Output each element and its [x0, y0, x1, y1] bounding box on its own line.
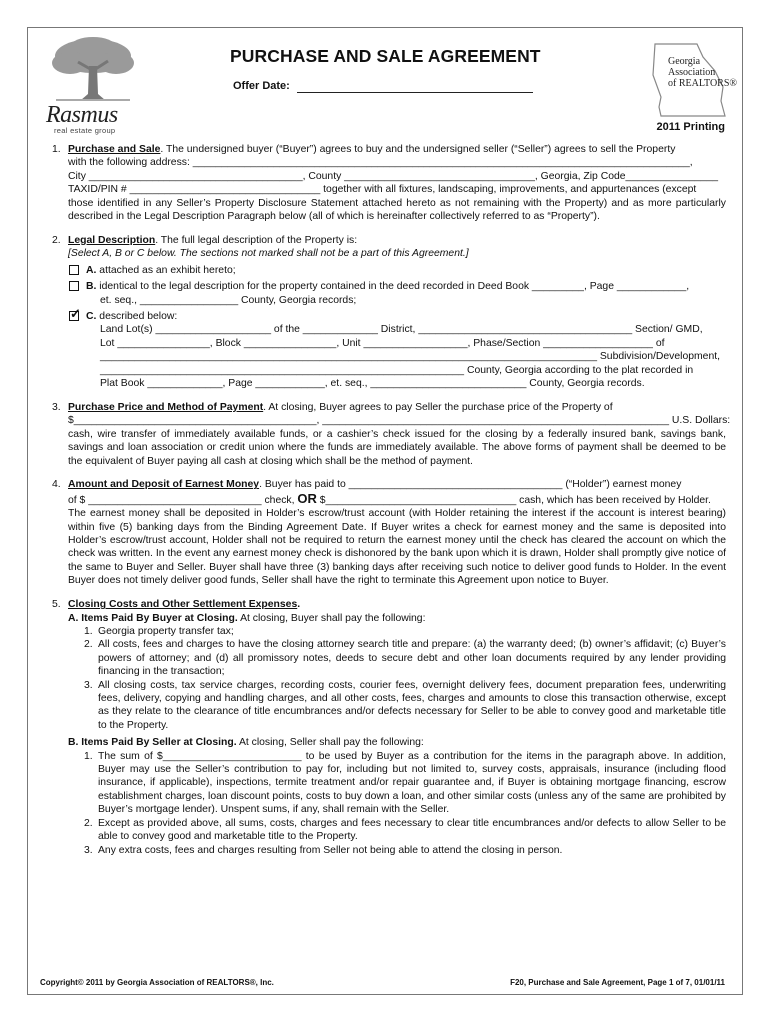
list-item [84, 625, 726, 638]
section-heading: Amount and Deposit of Earnest Money [68, 479, 260, 491]
oak-tree-icon [48, 36, 138, 104]
section-text: cash, wire transfer of immediately available funds, or a cashier’s check issued for the closing by a federally insured bank, savings bank, savings and loan association or credit union where the funds are immediately available. The above forms of payment shall be deemed to be the equivalent of Buyer paying all cash at closing which shall be the method of payment. [68, 428, 726, 467]
section-text: . The undersigned buyer (“Buyer”) agrees to buy and the undersigned seller (“Seller”) agrees to sell the Property [160, 144, 676, 155]
section-legal-description [52, 234, 726, 390]
section-number: 5. [52, 599, 61, 611]
option-c [68, 310, 726, 390]
list-item[interactable] [84, 750, 726, 817]
option-b-checkbox[interactable] [69, 281, 79, 291]
section-heading-end: . [297, 599, 301, 611]
option-text: described below: [96, 310, 178, 322]
list-item [84, 679, 726, 733]
option-label: B. [86, 281, 97, 293]
seller-contribution-field[interactable]: The sum of $________________________ to be used by Buyer as a contribution for the items in the paragraph above. In addition, Buyer may use the Seller’s contribution to pay for, including but not limited to, survey costs, appraisals, insurance (including flood insurance, if applicable), inspections, termite treatment and/or repair guarantee and, if Buyer is obtaining mortgage financing, escrow establishment charges, loan discount points, costs to buy down a loan, and other similar costs (unless any of the same are prohibited by Buyer’s mortgage lender). Unspent sums, if any, shall remain with the Seller. [98, 750, 726, 816]
page-title: PURCHASE AND SALE AGREEMENT [230, 46, 541, 66]
gar-logo-line: of REALTORS® [668, 78, 737, 89]
deed-book-field[interactable]: identical to the legal description for the property contained in the deed recorded in Deed Book _________, Page ____________, [96, 281, 690, 293]
option-text: attached as an exhibit hereto; [96, 264, 236, 276]
agreement-body [52, 143, 731, 867]
option-b [68, 280, 726, 307]
section-number: 3. [52, 401, 61, 413]
section-heading: Purchase Price and Method of Payment [68, 401, 264, 413]
offer-date-label: Offer Date: [233, 80, 290, 92]
section-text: The earnest money shall be deposited in Holder’s escrow/trust account (with Holder retaining the interest if the account is interest bearing) within five (5) banking days from the Binding Agreement Date. If Buyer writes a check for earnest money and the same is deposited into Holder’s escrow/trust account, Holder shall not be required to return the earnest money until the check has cleared the account on which the check was written. In the event any earnest money check is dishonored by the bank upon which it is drawn, Holder shall promptly give notice of the same to Buyer and Seller. Buyer shall have three (3) banking days after receiving such notice to deliver good funds to Holder. In the event Buyer does not timely deliver good funds, Seller shall have the right to terminate this Agreement upon notice to Buyer. [68, 508, 726, 587]
holder-field[interactable]: . Buyer has paid to _____________________________________ (“Holder”) earnest money [259, 479, 682, 491]
section-purchase-price [52, 401, 731, 468]
option-a [68, 264, 726, 277]
gar-logo-line: Association [668, 67, 716, 78]
seller-items-heading [68, 736, 726, 749]
list-number: 2. [84, 639, 93, 651]
list-text: Any extra costs, fees and charges resulting from Seller not being able to attend the closing in person. [98, 844, 563, 856]
list-number: 3. [84, 844, 93, 856]
logo-tagline: real estate group [54, 126, 116, 135]
gar-logo-text [668, 56, 737, 89]
list-text: All costs, fees and charges to have the closing attorney search title and prepare: (a) the warranty deed; (b) owner’s affidavit; (c) Buyer’s powers of attorney; and (d) all promissory notes, deeds to secure debt and other loan documents required by any lender providing financing in the transaction; [98, 639, 726, 678]
list-number: 1. [84, 750, 93, 762]
section-heading: Legal Description [68, 234, 156, 246]
section-purchase-and-sale [52, 143, 726, 223]
list-text: All closing costs, tax service charges, recording costs, courier fees, overnight delivery fees, document preparation fees, underwriting fees, delivery, copying and handling charges, and all other costs, fees, charges and amounts to close this transaction otherwise, except as they relate to the clearance of title encumbrances and/or defects necessary for Seller to be able to convey good and marketable title to the Property. [98, 679, 726, 731]
section-number: 1. [52, 144, 61, 155]
county-records-field[interactable]: et. seq., _________________ County, Georgia records; [100, 294, 357, 306]
plat-county-field[interactable]: _______________________________________________________________ County, Georgia according to the plat recorded in [100, 364, 694, 376]
purchase-price-field[interactable]: $__________________________________________, ____________________________________________________________ U.S. Dollars: [68, 415, 731, 427]
lot-block-unit-field[interactable]: Lot ________________, Block ________________, Unit __________________, Phase/Section ___________________ of [100, 337, 665, 349]
page-reference: F20, Purchase and Sale Agreement, Page 1 of 7, 01/01/11 [510, 978, 725, 987]
option-a-checkbox[interactable] [69, 265, 79, 275]
list-item [84, 844, 726, 857]
option-c-checkbox[interactable] [69, 311, 79, 321]
list-item [84, 817, 726, 844]
section-closing-costs [52, 598, 726, 857]
subsection-text: At closing, Buyer shall pay the following: [237, 612, 426, 624]
section-earnest-money [52, 478, 726, 587]
plat-book-field[interactable]: Plat Book _____________, Page ____________, et. seq., ___________________________ County, Georgia records. [100, 378, 645, 389]
section-number: 2. [52, 234, 61, 246]
earnest-check-field[interactable]: of $ ______________________________ check, [68, 494, 298, 506]
list-text: Georgia property transfer tax; [98, 626, 234, 637]
list-number: 1. [84, 626, 93, 637]
logo-brand-text: Rasmus [46, 102, 118, 128]
subsection-heading: B. Items Paid By Seller at Closing. [68, 737, 237, 749]
offer-date-field[interactable] [297, 92, 533, 93]
printing-year: 2011 Printing [656, 121, 725, 133]
buyer-items-heading [68, 612, 726, 625]
copyright-notice: Copyright© 2011 by Georgia Association of REALTORS®, Inc. [40, 978, 274, 987]
earnest-cash-field[interactable]: $_________________________________ cash, which has been received by Holder. [316, 494, 711, 506]
or-label: OR [297, 490, 317, 506]
buyer-items-list [68, 625, 726, 732]
section-number: 4. [52, 479, 61, 491]
land-lot-field[interactable]: Land Lot(s) ____________________ of the _____________ District, _____________________________________ Section/ GMD, [100, 324, 703, 336]
section-text: those identified in any Seller’s Property Disclosure Statement attached hereto as not remaining with the Property) and as more particularly described in the Legal Description Paragraph below (all of which is hereinafter collectively referred to as “Property”). [68, 197, 726, 223]
section-heading: Purchase and Sale [68, 144, 161, 155]
list-number: 3. [84, 679, 93, 691]
subdivision-field[interactable]: ______________________________________________________________________________________ Subdivision/Development, [100, 351, 720, 363]
seller-items-list [68, 750, 726, 857]
list-item [84, 638, 726, 678]
subsection-text: At closing, Seller shall pay the following: [236, 737, 424, 749]
section-text: . The full legal description of the Property is: [155, 234, 358, 246]
taxid-pin-field[interactable]: TAXID/PIN # _________________________________ together with all fixtures, landscaping, improvements, and appurtenances (except [68, 184, 697, 196]
property-address-field[interactable]: with the following address: ______________________________________________________________________________________, [68, 157, 693, 169]
city-county-zip-field[interactable]: City _____________________________________, County _________________________________, Georgia, Zip Code________________ [68, 170, 719, 182]
rasmus-logo [40, 36, 150, 136]
gar-logo-line: Georgia [668, 56, 701, 67]
option-label: C. [86, 310, 97, 322]
option-label: A. [86, 264, 97, 276]
section-heading: Closing Costs and Other Settlement Expenses [68, 599, 298, 611]
list-number: 2. [84, 817, 93, 829]
selection-instruction: [Select A, B or C below. The sections not marked shall not be a part of this Agreement.] [68, 248, 469, 260]
subsection-heading: A. Items Paid By Buyer at Closing. [68, 612, 238, 624]
section-text: . At closing, Buyer agrees to pay Seller the purchase price of the Property of [263, 401, 613, 413]
list-text: Except as provided above, all sums, costs, charges and fees necessary to clear title encumbrances and/or defects to allow Seller to be able to convey good and marketable title to the Property. [98, 817, 726, 843]
